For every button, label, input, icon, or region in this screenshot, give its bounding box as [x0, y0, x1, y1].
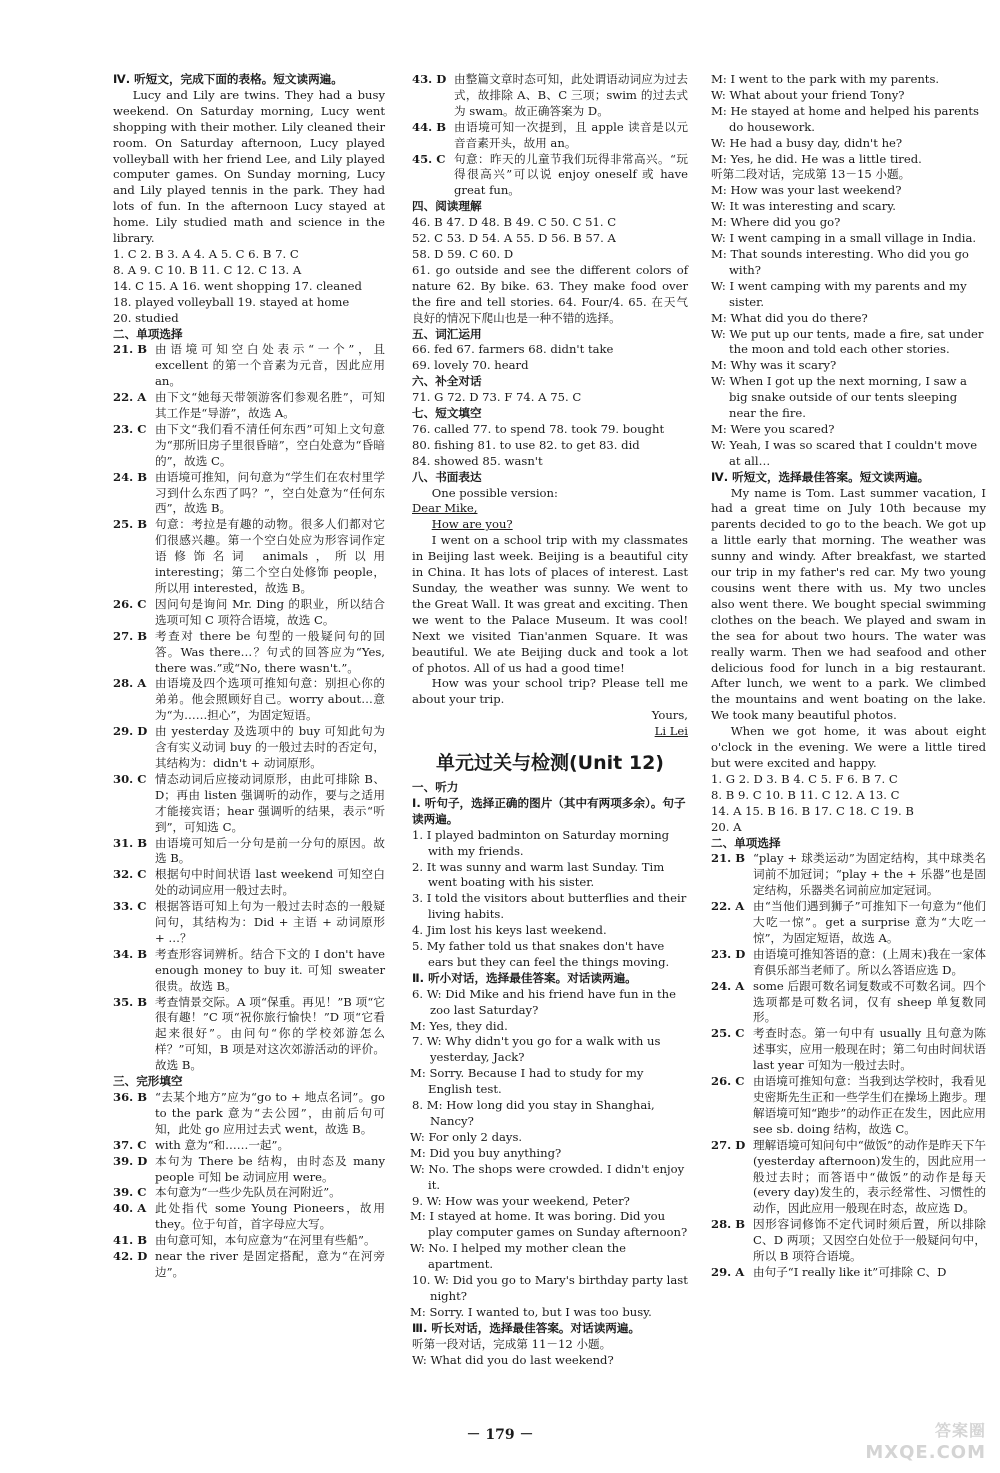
explanation-text: 由语境可推知，问句意为“学生们在农村里学习到什么东西了吗？”，空白处意为“任何东西”，故选 B。 — [155, 469, 385, 516]
question-number: 27. B — [113, 628, 148, 643]
dialogue-line: M: Yes, he did. He was a little tired. — [711, 151, 922, 166]
explanation-item — [711, 1217, 986, 1265]
explanation-item — [711, 1138, 986, 1218]
explanation-text: 由语境可知后一分句是前一分句的原因。故选 B。 — [155, 835, 385, 866]
explanation-text: 理解语境可知问句中“做饭”的动作是昨天下午(yesterday afternoon)发生的，因此应用一般过去时；而答语中“做饭”的动作是每天(every day)发生的，表示经常性、习惯性的动作，因此应用一般现在时态，故应选 D。 — [753, 1137, 986, 1216]
question-number: 21. B — [711, 851, 746, 866]
dialogue-line: M: Sorry. I wanted to, but I was too busy. — [410, 1304, 652, 1319]
explanation-item — [113, 1249, 385, 1281]
question-number: 27. D — [711, 1137, 746, 1152]
dialogue-line: W: What did you do last weekend? — [412, 1352, 614, 1367]
answer-line: 1. G 2. D 3. B 4. C 5. F 6. B 7. C — [711, 771, 898, 786]
dialogue-line: 6. W: Did Mike and his friend have fun in the zoo last Saturday? — [412, 986, 677, 1017]
answer-text: 61. go outside and see the different colors of nature 62. By bike. 63. They make food over the fire and tell stories. 64. Four/4. 65. 在天气良好的情况下爬山也是一种不错的选择。 — [412, 262, 688, 325]
explanation-text: 由语境可推知句意：当我到达学校时，我看见史密斯先生正和一些学生们在操场上跑步。理解语境可知“跑步”的动作正在发生，因此应用 see sb. doing 结构，故选 C。 — [753, 1074, 986, 1136]
passage: My name is Tom. Last summer vacation, I had a great time on July 10th because my parents decided to go to the beach. We got up a little early that morning. The weather was sunny and windy. After breakfast, we started our trip in my father's red car. My two young cousins went there with us. My two uncles also went there. We bought special swimming clothes on the beach. We played and swam in the sea for about two hours. The water was really warm. Then we had seafood and other delicious food for lunch in a big restaurant. After lunch, we went to a park. We climbed the mountains and went boating on the lake. We took many beautiful photos. — [711, 485, 986, 723]
dialogue-line: W: It was interesting and scary. — [711, 199, 896, 214]
question-number: 29. D — [113, 724, 148, 739]
section-header: 七、短文填空 — [412, 406, 482, 421]
listening-item: 3. I told the visitors about butterflies and their living habits. — [412, 891, 687, 922]
explanation-text: 本句意为“一些少先队员在河附近”。 — [155, 1185, 341, 1200]
explanation-list — [711, 851, 986, 1280]
question-number: 21. B — [113, 342, 148, 357]
dialogue-line: W: Yeah, I was so scared that I couldn't move at all… — [711, 437, 978, 468]
explanation-text: 因问句是询问 Mr. Ding 的职业，所以结合选项可知 C 项符合语境，故选 C。 — [155, 596, 385, 627]
question-number: 41. B — [113, 1233, 148, 1248]
answer-line: 1. C 2. B 3. A 4. A 5. C 6. B 7. C — [113, 246, 299, 261]
explanation-item — [113, 1233, 385, 1249]
explanation-item — [113, 899, 385, 947]
essay-paragraph: How was your school trip? Please tell me about your trip. — [412, 676, 688, 707]
svg-text:MXQE.COM: MXQE.COM — [865, 1442, 986, 1462]
explanation-item — [113, 724, 385, 772]
section-header: 二、单项选择 — [711, 835, 781, 850]
section-header: 六、补全对话 — [412, 374, 482, 389]
explanation-item — [113, 995, 385, 1075]
watermark-logo — [836, 1418, 986, 1467]
question-number: 39. D — [113, 1153, 148, 1168]
answer-line: 71. G 72. D 73. F 74. A 75. C — [412, 390, 582, 405]
essay-how: How are you? — [431, 517, 513, 532]
explanation-item — [711, 1026, 986, 1074]
dialogue-intro: 听第一段对话，完成第 11－12 小题。 — [412, 1336, 612, 1351]
dialogue-intro: 听第二段对话，完成第 13－15 小题。 — [711, 167, 911, 182]
dialogue-line: M: What did you do there? — [711, 310, 868, 325]
question-number: 24. A — [711, 978, 745, 993]
answer-line: 66. fed 67. farmers 68. didn't take — [412, 342, 614, 357]
explanation-text: 由句子“I really like it”可排除 C、D — [753, 1264, 947, 1279]
explanation-item — [113, 342, 385, 390]
explanation-text: 由“当他们遇到狮子”可推知下一句意为“他们大吃一惊”。get a surprise 意为“大吃一惊”，为固定短语，故选 A。 — [753, 899, 986, 945]
question-number: 39. C — [113, 1185, 147, 1200]
answer-line: 46. B 47. D 48. B 49. C 50. C 51. C — [412, 215, 617, 230]
essay-greeting: Dear Mike, — [412, 501, 478, 516]
dialogue-line: W: For only 2 days. — [410, 1129, 523, 1144]
explanation-text: 由句意可知，本句应意为“在河里有些船”。 — [155, 1233, 376, 1248]
question-number: 22. A — [113, 390, 147, 405]
answer-line: 20. studied — [113, 310, 179, 325]
explanation-text: 考查时态。第一句中有 usually 且句意为陈述事实，应用一般现在时；第二句由时间状语 last year 可知为一般过去时。 — [753, 1026, 986, 1073]
section-header: 四、阅读理解 — [412, 199, 482, 214]
question-number: 24. B — [113, 469, 148, 484]
explanation-list — [113, 1090, 385, 1281]
explanation-list — [412, 72, 688, 199]
explanation-item — [113, 772, 385, 836]
question-number: 29. A — [711, 1264, 745, 1279]
explanation-text: 由语境可推知答语的意：(上周末)我在一家体育俱乐部当老师了。所以么答语应选 D。 — [753, 946, 986, 977]
explanation-text: 根据答语可知上句为一般过去时态的一般疑问句，其结构为：Did + 主语 + 动词原形 + …？ — [155, 899, 385, 945]
explanation-item — [113, 629, 385, 677]
explanation-item — [711, 899, 986, 947]
explanation-text: 由下文“她每天带领游客们参观名胜”，可知其工作是“导游”，故选 A。 — [155, 390, 385, 421]
listening-item: 5. My father told us that snakes don't have ears but they can feel the things moving. — [412, 939, 670, 969]
dialogue-line: 10. W: Did you go to Mary's birthday party last night? — [412, 1273, 688, 1303]
dialogue-line: W: No. The shops were crowded. I didn't enjoy it. — [410, 1161, 685, 1192]
watermark-icon — [836, 1418, 986, 1462]
question-number: 30. C — [113, 771, 147, 786]
explanation-item — [113, 517, 385, 597]
explanation-text: 由下文“我们看不清任何东西”可知上文句意为“那所旧房子里很昏暗”，空白处意为“昏暗的”，故选 C。 — [155, 421, 385, 468]
explanation-text: 考查形容词辨析。结合下文的 I don't have enough money to buy it. 可知 sweater 很贵。故选 B。 — [155, 946, 385, 993]
subsection-header: Ⅲ. 听长对话，选择最佳答案。对话读两遍。 — [412, 1320, 641, 1335]
dialogue-line: W: When I got up the next morning, I saw a big snake outside of our tents sleeping near the fire. — [711, 374, 967, 421]
question-number: 28. B — [711, 1217, 746, 1232]
explanation-item — [113, 1090, 385, 1138]
answer-line: 84. showed 85. wasn't — [412, 453, 543, 468]
explanation-item — [113, 1138, 385, 1154]
dialogue-line: W: No. I helped my mother clean the apartment. — [410, 1241, 627, 1272]
dialogue-line: M: Yes, they did. — [410, 1018, 508, 1033]
answer-line: 18. played volleyball 19. stayed at home — [113, 294, 350, 309]
explanation-text: 此处指代 some Young Pioneers，故用 they。位于句首，首字母应大写。 — [155, 1201, 385, 1232]
question-number: 32. C — [113, 867, 147, 882]
explanation-item — [113, 390, 385, 422]
section-header: 二、单项选择 — [113, 326, 183, 341]
explanation-item — [113, 470, 385, 518]
svg-text:答案圈: 答案圈 — [934, 1421, 986, 1440]
explanation-item — [113, 1201, 385, 1233]
explanation-item — [113, 422, 385, 470]
answer-line: 69. lovely 70. heard — [412, 358, 529, 373]
explanation-text: 由语境可知一次提到，且 apple 读音是以元音音素开头，故用 an。 — [454, 119, 688, 150]
listening-item: 1. I played badminton on Saturday morning with my friends. — [412, 827, 670, 858]
explanation-item — [711, 1074, 986, 1138]
explanation-text: 句意：昨天的儿童节我们玩得非常高兴。“玩得很高兴”可以说 enjoy oneself 或 have great fun。 — [454, 151, 688, 198]
dialogue-line: M: Why was it scary? — [711, 358, 837, 373]
explanation-text: 由整篇文章时态可知，此处谓语动词应为过去式，故排除 A、B、C 三项；swim 的过去式为 swam。故正确答案为 D。 — [454, 72, 688, 118]
explanation-item — [113, 947, 385, 995]
dialogue-line: W: I went camping with my parents and my sister. — [711, 278, 967, 309]
answer-line: 8. A 9. C 10. B 11. C 12. C 13. A — [113, 262, 302, 277]
dialogue-line: 9. W: How was your weekend, Peter? — [412, 1193, 630, 1208]
question-number: 42. D — [113, 1249, 148, 1264]
answer-line: 20. A — [711, 819, 742, 834]
section-header: 五、词汇运用 — [412, 326, 482, 341]
answer-line: 14. A 15. B 16. B 17. C 18. C 19. B — [711, 803, 914, 818]
explanation-item — [113, 1185, 385, 1201]
explanation-text: 考查情景交际。A 项“保重。再见！”B 项“它很有趣！”C 项“祝你旅行愉快！”D 项“它看起来很好”。由问句“你的学校郊游怎么样？”可知，B 项是对这次郊游活动的评价。故选 B。 — [155, 994, 385, 1073]
explanation-item — [113, 836, 385, 868]
section-header: Ⅳ. 听短文，选择最佳答案。短文读两遍。 — [711, 469, 930, 484]
explanation-item — [711, 1265, 986, 1281]
page-number: － 179 － — [466, 1427, 534, 1443]
explanation-text: some 后跟可数名词复数或不可数名词。四个选项都是可数名词，仅有 sheep 单复数同形。 — [753, 978, 986, 1025]
question-number: 31. B — [113, 835, 148, 850]
question-number: 37. C — [113, 1137, 147, 1152]
question-number: 28. A — [113, 676, 147, 691]
question-number: 34. B — [113, 946, 148, 961]
dialogue-line: W: He had a busy day, didn't he? — [711, 135, 903, 150]
question-number: 25. C — [711, 1026, 745, 1041]
subsection-header: Ⅱ. 听小对话，选择最佳答案。对话读两遍。 — [412, 970, 637, 985]
dialogue-line: M: How was your last weekend? — [711, 183, 902, 198]
column-right — [711, 72, 986, 1281]
essay-intro: One possible version: — [431, 485, 558, 500]
explanation-item — [113, 597, 385, 629]
explanation-text: 因形容词修饰不定代词时须后置，所以排除 C、D 两项；又因空白处位于一般疑问句中，所以 B 项符合语境。 — [753, 1217, 986, 1264]
explanation-text: 由语境可知空白处表示“一个”，且 excellent 的第一个音素为元音，因此应用 an。 — [155, 342, 385, 389]
dialogue-line: M: He stayed at home and helped his parents do housework. — [711, 103, 979, 134]
question-number: 26. C — [113, 596, 147, 611]
section-header: Ⅳ. 听短文，完成下面的表格。短文读两遍。 — [113, 72, 343, 86]
dialogue-line: 8. M: How long did you stay in Shanghai, Nancy? — [412, 1098, 655, 1128]
answer-line: 14. C 15. A 16. went shopping 17. cleaned — [113, 278, 362, 293]
dialogue-line: 7. W: Why didn't you go for a walk with us yesterday, Jack? — [412, 1034, 661, 1065]
question-number: 23. D — [711, 946, 746, 961]
question-number: 40. A — [113, 1201, 147, 1216]
essay-paragraph: I went on a school trip with my classmates in Beijing last week. Beijing is a beautiful city in China. It has lots of places of interest. Last Sunday, the weather was sunny. We went to the Great Wall. It was great and exciting. Then we went to the Palace Museum. It was cool! Next we visited Tian'anmen Square. It was beautiful. We ate Beijing duck and took a lot of photos. All of us had a good time! — [412, 533, 688, 675]
dialogue-line: M: Sorry. Because I had to study for my English test. — [410, 1066, 644, 1097]
question-number: 33. C — [113, 899, 147, 914]
explanation-text: with 意为“和……一起”。 — [155, 1137, 290, 1152]
answer-line: 80. fishing 81. to use 82. to get 83. did — [412, 437, 640, 452]
passage: Lucy and Lily are twins. They had a busy weekend. On Saturday morning, Lucy went shopping with their mother. Lily cleaned their room. On Saturday afternoon, Lucy played volleyball with her friend Lee, and Lily played computer games. On Sunday morning, Lucy and Lily played tennis in the park. They had lots of fun. In the afternoon Lucy stayed at home. Lily studied math and science in the library. — [113, 87, 385, 246]
explanation-text: 由语境及四个选项可推知句意：别担心你的弟弟。他会照顾好自己。worry about…意为“为……担心”，为固定短语。 — [155, 676, 385, 723]
explanation-text: 考查对 there be 句型的一般疑问句的回答。Was there…？句式的回答应为“Yes, there was.”或“No, there wasn't.”。 — [155, 628, 385, 675]
dialogue-line: W: We put up our tents, made a fire, sat under the moon and told each other stories. — [711, 326, 984, 357]
question-number: 35. B — [113, 994, 148, 1009]
dialogue-line: M: That sounds interesting. Who did you go with? — [711, 246, 969, 277]
question-number: 23. C — [113, 421, 147, 436]
dialogue-line: M: Where did you go? — [711, 215, 841, 230]
section-header: 一、听力 — [412, 779, 459, 794]
explanation-item — [412, 72, 688, 120]
dialogue-line: W: What about your friend Tony? — [711, 87, 905, 102]
section-header: 八、书面表达 — [412, 469, 482, 484]
column-left — [113, 72, 385, 1281]
question-number: 25. B — [113, 517, 148, 532]
question-number: 43. D — [412, 72, 447, 86]
dialogue-line: M: I stayed at home. It was boring. Did you play computer games on Sunday afternoon? — [410, 1209, 688, 1240]
explanation-item — [711, 979, 986, 1027]
answer-line: 58. D 59. C 60. D — [412, 246, 514, 261]
essay-closing: Yours, — [651, 708, 688, 723]
answer-line: 52. C 53. D 54. A 55. D 56. B 57. A — [412, 231, 616, 246]
explanation-text: 根据句中时间状语 last weekend 可知空白处的动词应用一般过去时。 — [155, 867, 385, 898]
answer-line: 8. B 9. C 10. B 11. C 12. A 13. C — [711, 787, 900, 802]
explanation-text: “去某个地方”应为“go to + 地点名词”。go to the park 意为“去公园”，由前后句可知，此处 go 应用过去式 went，故选 B。 — [155, 1090, 385, 1136]
dialogue-line: M: Were you scared? — [711, 421, 835, 436]
dialogue-line: W: I went camping in a small village in India. — [711, 231, 977, 246]
explanation-item — [412, 152, 688, 200]
explanation-text: 本句为 There be 结构，由时态及 many people 可知 be 动词应用 were。 — [155, 1153, 385, 1184]
dialogue-line: M: Did you buy anything? — [410, 1145, 562, 1160]
question-number: 26. C — [711, 1074, 745, 1089]
column-middle — [412, 72, 688, 1369]
subsection-header: Ⅰ. 听句子，选择正确的图片（其中有两项多余）。句子读两遍。 — [412, 795, 686, 826]
explanation-text: near the river 是固定搭配，意为“在河旁边”。 — [155, 1249, 385, 1279]
explanation-item — [113, 867, 385, 899]
explanation-item — [113, 676, 385, 724]
explanation-text: “play + 球类运动”为固定结构，其中球类名词前不加冠词；“play + the + 乐器”也是固定结构，乐器类名词前应加定冠词。 — [753, 851, 986, 898]
answer-line: 76. called 77. to spend 78. took 79. bought — [412, 421, 665, 436]
question-number: 22. A — [711, 899, 745, 914]
question-number: 36. B — [113, 1090, 148, 1104]
explanation-text: 由 yesterday 及选项中的 buy 可知此句为含有实义动词 buy 的一般过去时的否定句，其结构为：didn't + 动词原形。 — [155, 724, 385, 770]
explanation-item — [711, 851, 986, 899]
passage: When we got home, it was about eight o'clock in the evening. We were a little tired but were excited and happy. — [711, 724, 986, 770]
unit-title: 单元过关与检测(Unit 12) — [436, 752, 664, 775]
dialogue-line: M: I went to the park with my parents. — [711, 72, 940, 86]
explanation-text: 句意：考拉是有趣的动物。很多人们都对它们很感兴趣。第一个空白处应为形容词作定语修饰名词 animals，所以用 interesting；第二个空白处修饰 people，所以用 interested，故选 B。 — [155, 517, 385, 595]
section-header: 三、完形填空 — [113, 1074, 183, 1089]
essay-signature: Li Lei — [654, 724, 688, 739]
answer-key — [113, 247, 385, 327]
explanation-text: 情态动词后应接动词原形，由此可排除 B、D；再由 listen 强调听的动作，要与之适用才能接宾语；hear 强调听的结果，表示“听到”，可知选 C。 — [155, 771, 385, 834]
explanation-item — [412, 120, 688, 152]
listening-item: 2. It was sunny and warm last Sunday. Tim went boating with his sister. — [412, 859, 665, 890]
listening-item: 4. Jim lost his keys last weekend. — [412, 923, 607, 938]
dialogue-block — [711, 183, 986, 469]
explanation-item — [113, 1154, 385, 1186]
explanation-item — [711, 947, 986, 979]
question-number: 44. B — [412, 119, 447, 134]
question-number: 45. C — [412, 151, 446, 166]
explanation-list — [113, 342, 385, 1074]
